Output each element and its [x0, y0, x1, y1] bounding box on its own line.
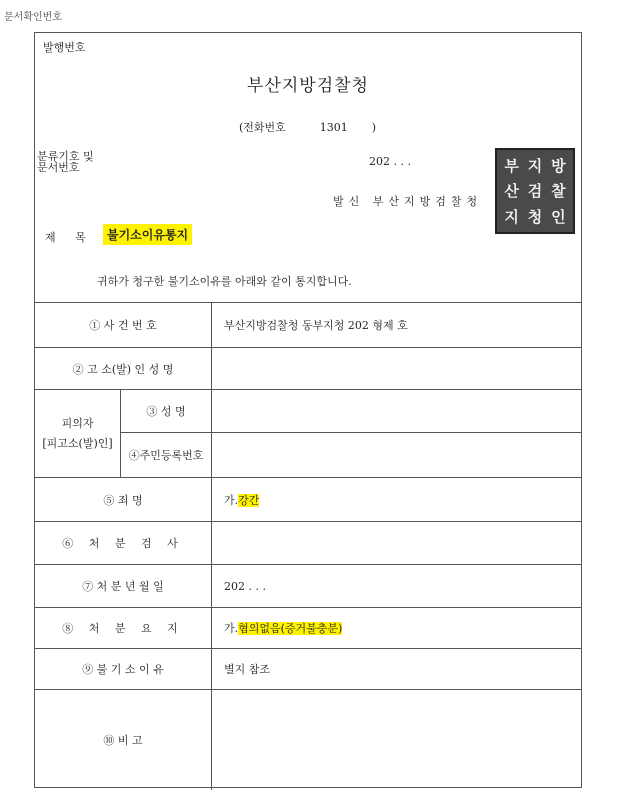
- row-prosecutor: [35, 522, 581, 565]
- row-complainant: [35, 348, 581, 390]
- row-reason: [35, 649, 581, 690]
- suspect-id-value: [212, 433, 582, 478]
- suspect-group-label: [35, 390, 121, 478]
- remarks-label: ⑩ 비 고: [35, 690, 212, 790]
- crime-prefix: 가.: [224, 493, 239, 507]
- seal-char: 부: [504, 157, 519, 176]
- seal-char: 인: [551, 207, 566, 226]
- suspect-group-line1: 피의자: [61, 416, 94, 430]
- crime-highlight: 강간: [238, 493, 260, 507]
- agency-title: 부산지방검찰청: [247, 76, 369, 96]
- remarks-value: [212, 690, 582, 790]
- seal-char: 찰: [551, 182, 566, 201]
- row-crime: [35, 478, 581, 522]
- case-number-label: ① 사 건 번 호: [35, 303, 212, 348]
- seal-char: 검: [527, 182, 543, 201]
- notice-table: [35, 302, 581, 790]
- prosecutor-label: ⑥ 처 분 검 사: [35, 522, 212, 565]
- subject-label: 제 목: [45, 231, 94, 244]
- row-disposal-gist: [35, 608, 581, 649]
- document-check-number-label: 문서확인번호: [4, 12, 62, 23]
- subject-value: 불기소이유통지: [103, 224, 192, 245]
- suspect-group-line2: [피고소(발)인]: [42, 436, 113, 450]
- phone-label: (전화번호: [239, 121, 286, 134]
- disposal-gist-value: [212, 608, 582, 649]
- complainant-value: [212, 348, 582, 390]
- case-number-value: 부산지방검찰청 동부지청 202 형제 호: [212, 303, 582, 348]
- issue-number-label: 발행번호: [43, 41, 86, 54]
- classification-label: [37, 151, 94, 173]
- official-seal: [495, 148, 575, 234]
- reason-value: 별지 참조: [212, 649, 582, 690]
- reason-label: ⑨ 불 기 소 이 유: [35, 649, 212, 690]
- classification-line2: 문서번호: [37, 161, 80, 174]
- row-remarks: [35, 690, 581, 790]
- document-date: 202 . . .: [369, 155, 411, 168]
- seal-char: 지: [504, 207, 519, 226]
- disposal-date-label: ⑦ 처 분 년 월 일: [35, 565, 212, 608]
- phone-value: 1301: [319, 121, 348, 134]
- sender: 발신 부산지방검찰청: [333, 195, 483, 208]
- prosecutor-value: [212, 522, 582, 565]
- row-case-number: [35, 303, 581, 348]
- crime-value: [212, 478, 582, 522]
- suspect-name-label: ③ 성 명: [121, 390, 212, 433]
- seal-char: 방: [551, 157, 566, 176]
- phone-close: ): [371, 121, 377, 134]
- disposal-gist-label: ⑧ 처 분 요 지: [35, 608, 212, 649]
- row-suspect-name: [35, 390, 581, 433]
- suspect-id-label: ④주민등록번호: [121, 433, 212, 478]
- row-disposal-date: [35, 565, 581, 608]
- seal-char: 청: [527, 207, 543, 226]
- seal-char: 지: [527, 157, 543, 176]
- document-frame: [34, 32, 582, 788]
- disposal-gist-highlight: 혐의없음(증거불충분): [238, 622, 343, 635]
- suspect-name-value: [212, 390, 582, 433]
- seal-char: 산: [504, 182, 519, 201]
- classification-line1: 분류기호 및: [37, 150, 94, 163]
- disposal-gist-prefix: 가.: [224, 622, 239, 635]
- notice-text: 귀하가 청구한 불기소이유를 아래와 같이 통지합니다.: [97, 275, 352, 288]
- crime-label: ⑤ 죄 명: [35, 478, 212, 522]
- complainant-label: ② 고 소(발) 인 성 명: [35, 348, 212, 390]
- disposal-date-value: 202 . . .: [212, 565, 582, 608]
- phone-number: [239, 119, 376, 135]
